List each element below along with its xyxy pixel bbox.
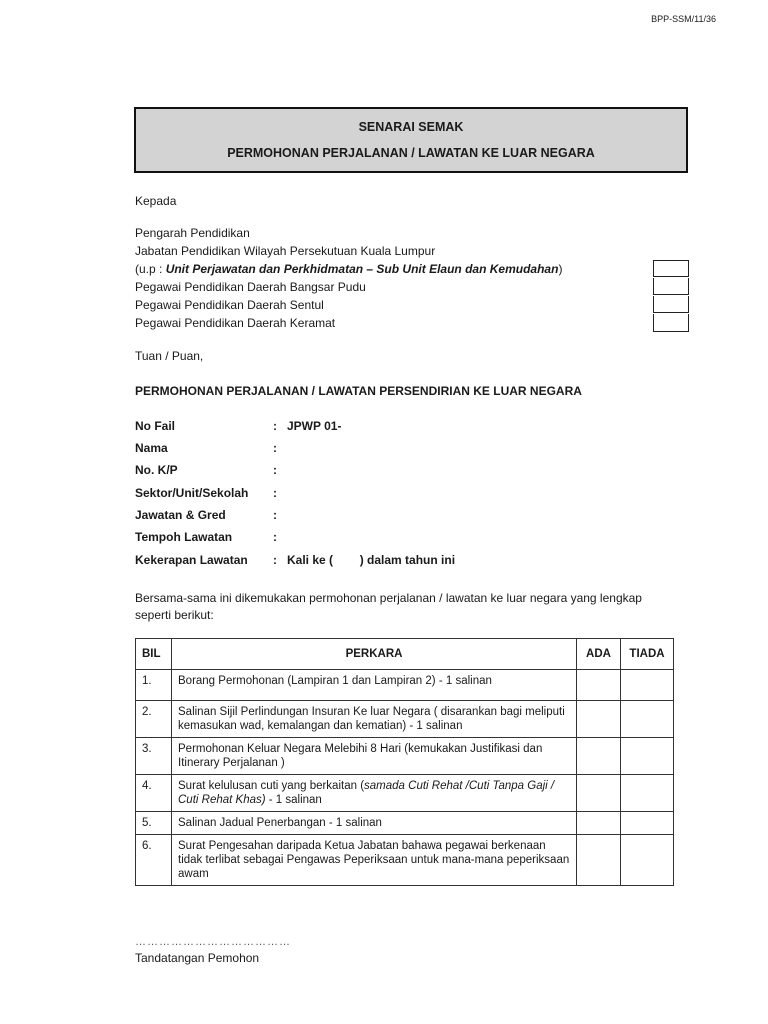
row-number: 3. <box>136 738 172 775</box>
field-colon: : <box>273 441 277 455</box>
field-label-jawatan: Jawatan & Gred <box>135 508 226 522</box>
item-text-part: Surat kelulusan cuti yang berkaitan ( <box>178 780 365 792</box>
item-text-part: samada Cuti Rehat /Cuti Tanpa Gaji / Cuti Rehat Khas) <box>178 780 555 806</box>
signature-line: ………………………………… <box>135 936 291 948</box>
row-number: 4. <box>136 775 172 812</box>
tiada-checkbox-cell[interactable] <box>621 701 674 738</box>
tiada-checkbox-cell[interactable] <box>621 738 674 775</box>
intro-line-1: Bersama-sama ini dikemukakan permohonan perjalanan / lawatan ke luar negara yang lengkap <box>135 591 642 605</box>
field-label-kekerapan: Kekerapan Lawatan <box>135 553 248 567</box>
subject: PERMOHONAN PERJALANAN / LAWATAN PERSENDIRIAN KE LUAR NEGARA <box>135 384 582 398</box>
row-item-text <box>172 670 577 701</box>
header-tiada: TIADA <box>621 639 674 670</box>
item-text-part: - 1 salinan <box>265 794 322 806</box>
title-box <box>134 107 688 173</box>
up-unit-name: Unit Perjawatan dan Perkhidmatan – Sub Unit Elaun dan Kemudahan <box>165 262 559 276</box>
checkbox-sentul[interactable] <box>653 296 689 313</box>
field-colon: : <box>273 530 277 544</box>
recipient-line-2: Jabatan Pendidikan Wilayah Persekutuan Kuala Lumpur <box>135 244 436 258</box>
table-row <box>136 670 674 701</box>
subtitle: PERMOHONAN PERJALANAN / LAWATAN KE LUAR NEGARA <box>227 146 595 160</box>
table-row <box>136 835 674 886</box>
ada-checkbox-cell[interactable] <box>577 701 621 738</box>
header-bil: BIL <box>136 639 172 670</box>
checkbox-keramat[interactable] <box>653 314 689 332</box>
item-text-part: Salinan Jadual Penerbangan - 1 salinan <box>178 817 382 829</box>
tiada-checkbox-cell[interactable] <box>621 835 674 886</box>
header-perkara: PERKARA <box>172 639 577 670</box>
row-item-text <box>172 701 577 738</box>
item-text-part: Salinan Sijil Perlindungan Insuran Ke luar Negara ( disarankan bagi meliputi kemasukan wad, kemalangan dan kematian) - 1 salinan <box>178 706 565 732</box>
tiada-checkbox-cell[interactable] <box>621 812 674 835</box>
recipient-up-line <box>135 262 562 276</box>
field-label-tempoh: Tempoh Lawatan <box>135 530 233 544</box>
table-row <box>136 812 674 835</box>
item-text-part: Borang Permohonan (Lampiran 1 dan Lampiran 2) - 1 salinan <box>178 675 492 687</box>
field-colon: : <box>273 463 277 477</box>
table-header-row <box>136 639 674 670</box>
row-number: 1. <box>136 670 172 701</box>
tiada-checkbox-cell[interactable] <box>621 775 674 812</box>
intro-line-2: seperti berikut: <box>135 608 214 622</box>
field-label-no-fail: No Fail <box>135 419 176 433</box>
row-item-text <box>172 775 577 812</box>
tiada-checkbox-cell[interactable] <box>621 670 674 701</box>
table-row <box>136 775 674 812</box>
recipient-line-4: Pegawai Pendidikan Daerah Bangsar Pudu <box>135 280 366 294</box>
row-item-text <box>172 812 577 835</box>
signature-label: Tandatangan Pemohon <box>135 951 260 965</box>
row-number: 6. <box>136 835 172 886</box>
recipient-line-6: Pegawai Pendidikan Daerah Keramat <box>135 316 336 330</box>
field-label-sektor: Sektor/Unit/Sekolah <box>135 486 249 500</box>
row-number: 2. <box>136 701 172 738</box>
header-ada: ADA <box>577 639 621 670</box>
ada-checkbox-cell[interactable] <box>577 812 621 835</box>
ada-checkbox-cell[interactable] <box>577 835 621 886</box>
document-reference: BPP-SSM/11/36 <box>651 14 716 24</box>
ada-checkbox-cell[interactable] <box>577 775 621 812</box>
field-colon: : <box>273 508 277 522</box>
recipient-line-1: Pengarah Pendidikan <box>135 226 250 240</box>
checkbox-bangsar-pudu[interactable] <box>653 278 689 295</box>
field-value-kekerapan[interactable]: Kali ke ( ) dalam tahun ini <box>287 553 456 567</box>
row-item-text <box>172 835 577 886</box>
up-suffix: ) <box>558 262 563 276</box>
field-colon: : <box>273 553 277 567</box>
ada-checkbox-cell[interactable] <box>577 670 621 701</box>
item-text-part: Permohonan Keluar Negara Melebihi 8 Hari (kemukakan Justifikasi dan Itinerary Perjalanan ) <box>178 743 543 769</box>
ada-checkbox-cell[interactable] <box>577 738 621 775</box>
field-label-nama: Nama <box>135 441 168 455</box>
field-value-no-fail[interactable]: JPWP 01- <box>287 419 342 433</box>
field-colon: : <box>273 419 277 433</box>
recipient-to: Kepada <box>135 194 177 208</box>
row-number: 5. <box>136 812 172 835</box>
checklist-table <box>135 638 674 886</box>
title: SENARAI SEMAK <box>358 120 464 134</box>
field-colon: : <box>273 486 277 500</box>
field-label-no-kp: No. K/P <box>135 463 178 477</box>
table-row <box>136 701 674 738</box>
up-prefix: (u.p : <box>135 262 166 276</box>
checkbox-up[interactable] <box>653 260 689 277</box>
table-row <box>136 738 674 775</box>
salutation: Tuan / Puan, <box>135 349 204 363</box>
recipient-line-5: Pegawai Pendidikan Daerah Sentul <box>135 298 324 312</box>
item-text-part: Surat Pengesahan daripada Ketua Jabatan bahawa pegawai berkenaan tidak terlibat sebagai Pengawas Peperiksaan untuk mana-mana peperiksaan awam <box>178 840 570 880</box>
row-item-text <box>172 738 577 775</box>
